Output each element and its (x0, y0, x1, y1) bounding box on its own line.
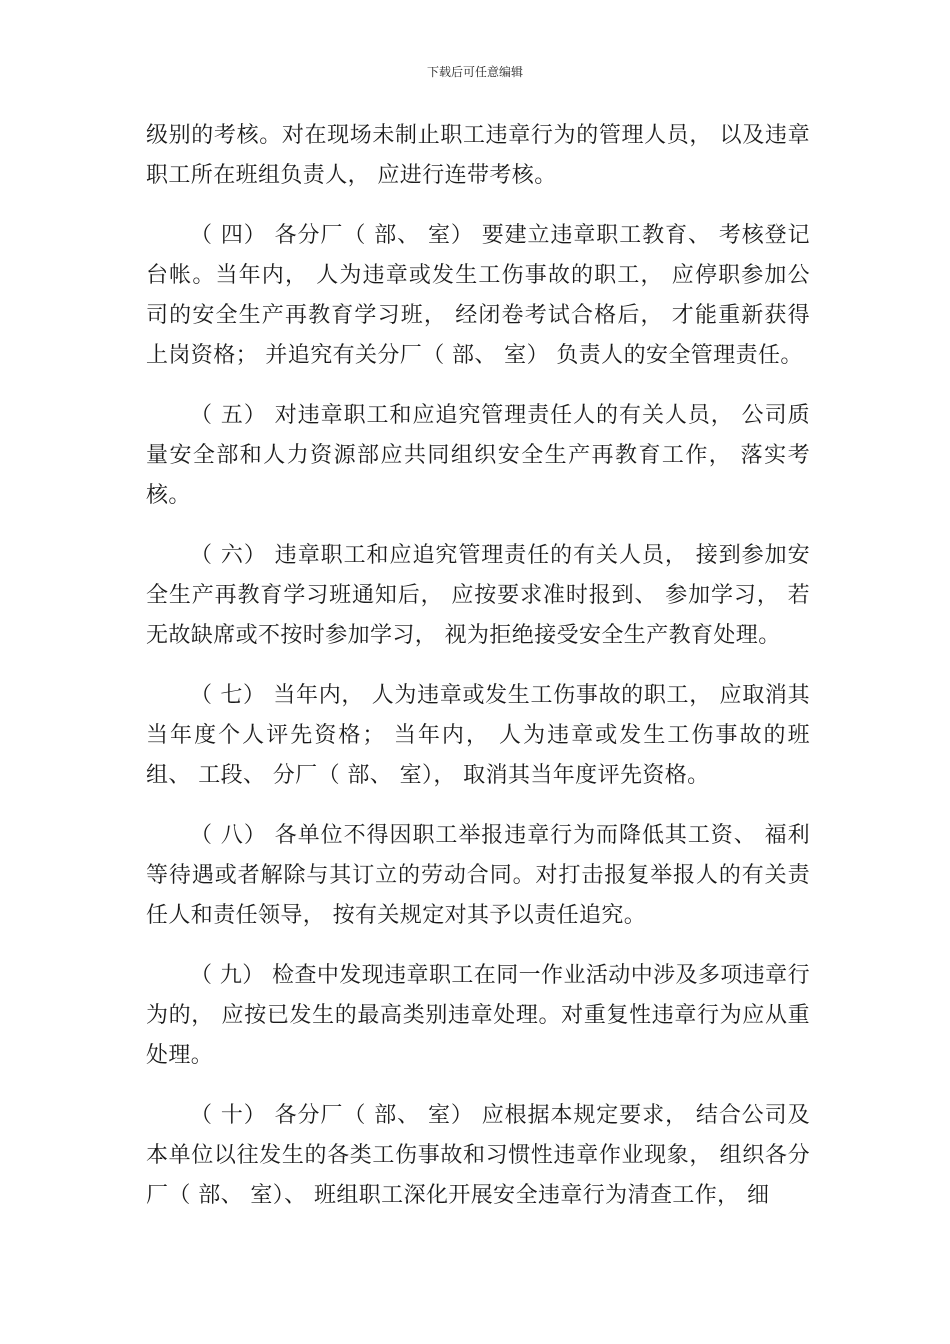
paragraph-item-9: （ 九） 检查中发现违章职工在同一作业活动中涉及多项违章行为的， 应按已发生的最高类别违章处理。对重复性违章行为应从重处理。 (146, 963, 810, 1068)
paragraph-item-4: （ 四） 各分厂（ 部、 室） 要建立违章职工教育、 考核登记台帐。当年内， 人为违章或发生工伤事故的职工， 应停职参加公司的安全生产再教育学习班， 经闭卷考试合格后， 才能重新获得上岗资格； 并追究有关分厂（ 部、 室） 负责人的安全管理责任。 (146, 223, 810, 368)
paragraph-item-10: （ 十） 各分厂（ 部、 室） 应根据本规定要求， 结合公司及本单位以往发生的各类工伤事故和习惯性违章作业现象， 组织各分厂（ 部、 室）、 班组职工深化开展安全违章行为清查工作， 细 (146, 1103, 810, 1208)
paragraph-item-5: （ 五） 对违章职工和应追究管理责任人的有关人员， 公司质量安全部和人力资源部应共同组织安全生产再教育工作， 落实考核。 (146, 403, 810, 508)
document-body (146, 116, 810, 1236)
page-header: 下载后可任意编辑 (426, 65, 523, 79)
paragraph-continuation: 级别的考核。对在现场未制止职工违章行为的管理人员， 以及违章职工所在班组负责人， 应进行连带考核。 (146, 123, 810, 188)
paragraph-item-7: （ 七） 当年内， 人为违章或发生工伤事故的职工， 应取消其当年度个人评先资格； 当年内， 人为违章或发生工伤事故的班组、 工段、 分厂（ 部、 室）， 取消其当年度评先资格。 (146, 683, 810, 788)
paragraph-item-6: （ 六） 违章职工和应追究管理责任的有关人员， 接到参加安全生产再教育学习班通知后， 应按要求准时报到、 参加学习， 若无故缺席或不按时参加学习， 视为拒绝接受安全生产教育处理。 (146, 543, 810, 648)
paragraph-item-8: （ 八） 各单位不得因职工举报违章行为而降低其工资、 福利等待遇或者解除与其订立的劳动合同。对打击报复举报人的有关责任人和责任领导， 按有关规定对其予以责任追究。 (146, 823, 810, 928)
